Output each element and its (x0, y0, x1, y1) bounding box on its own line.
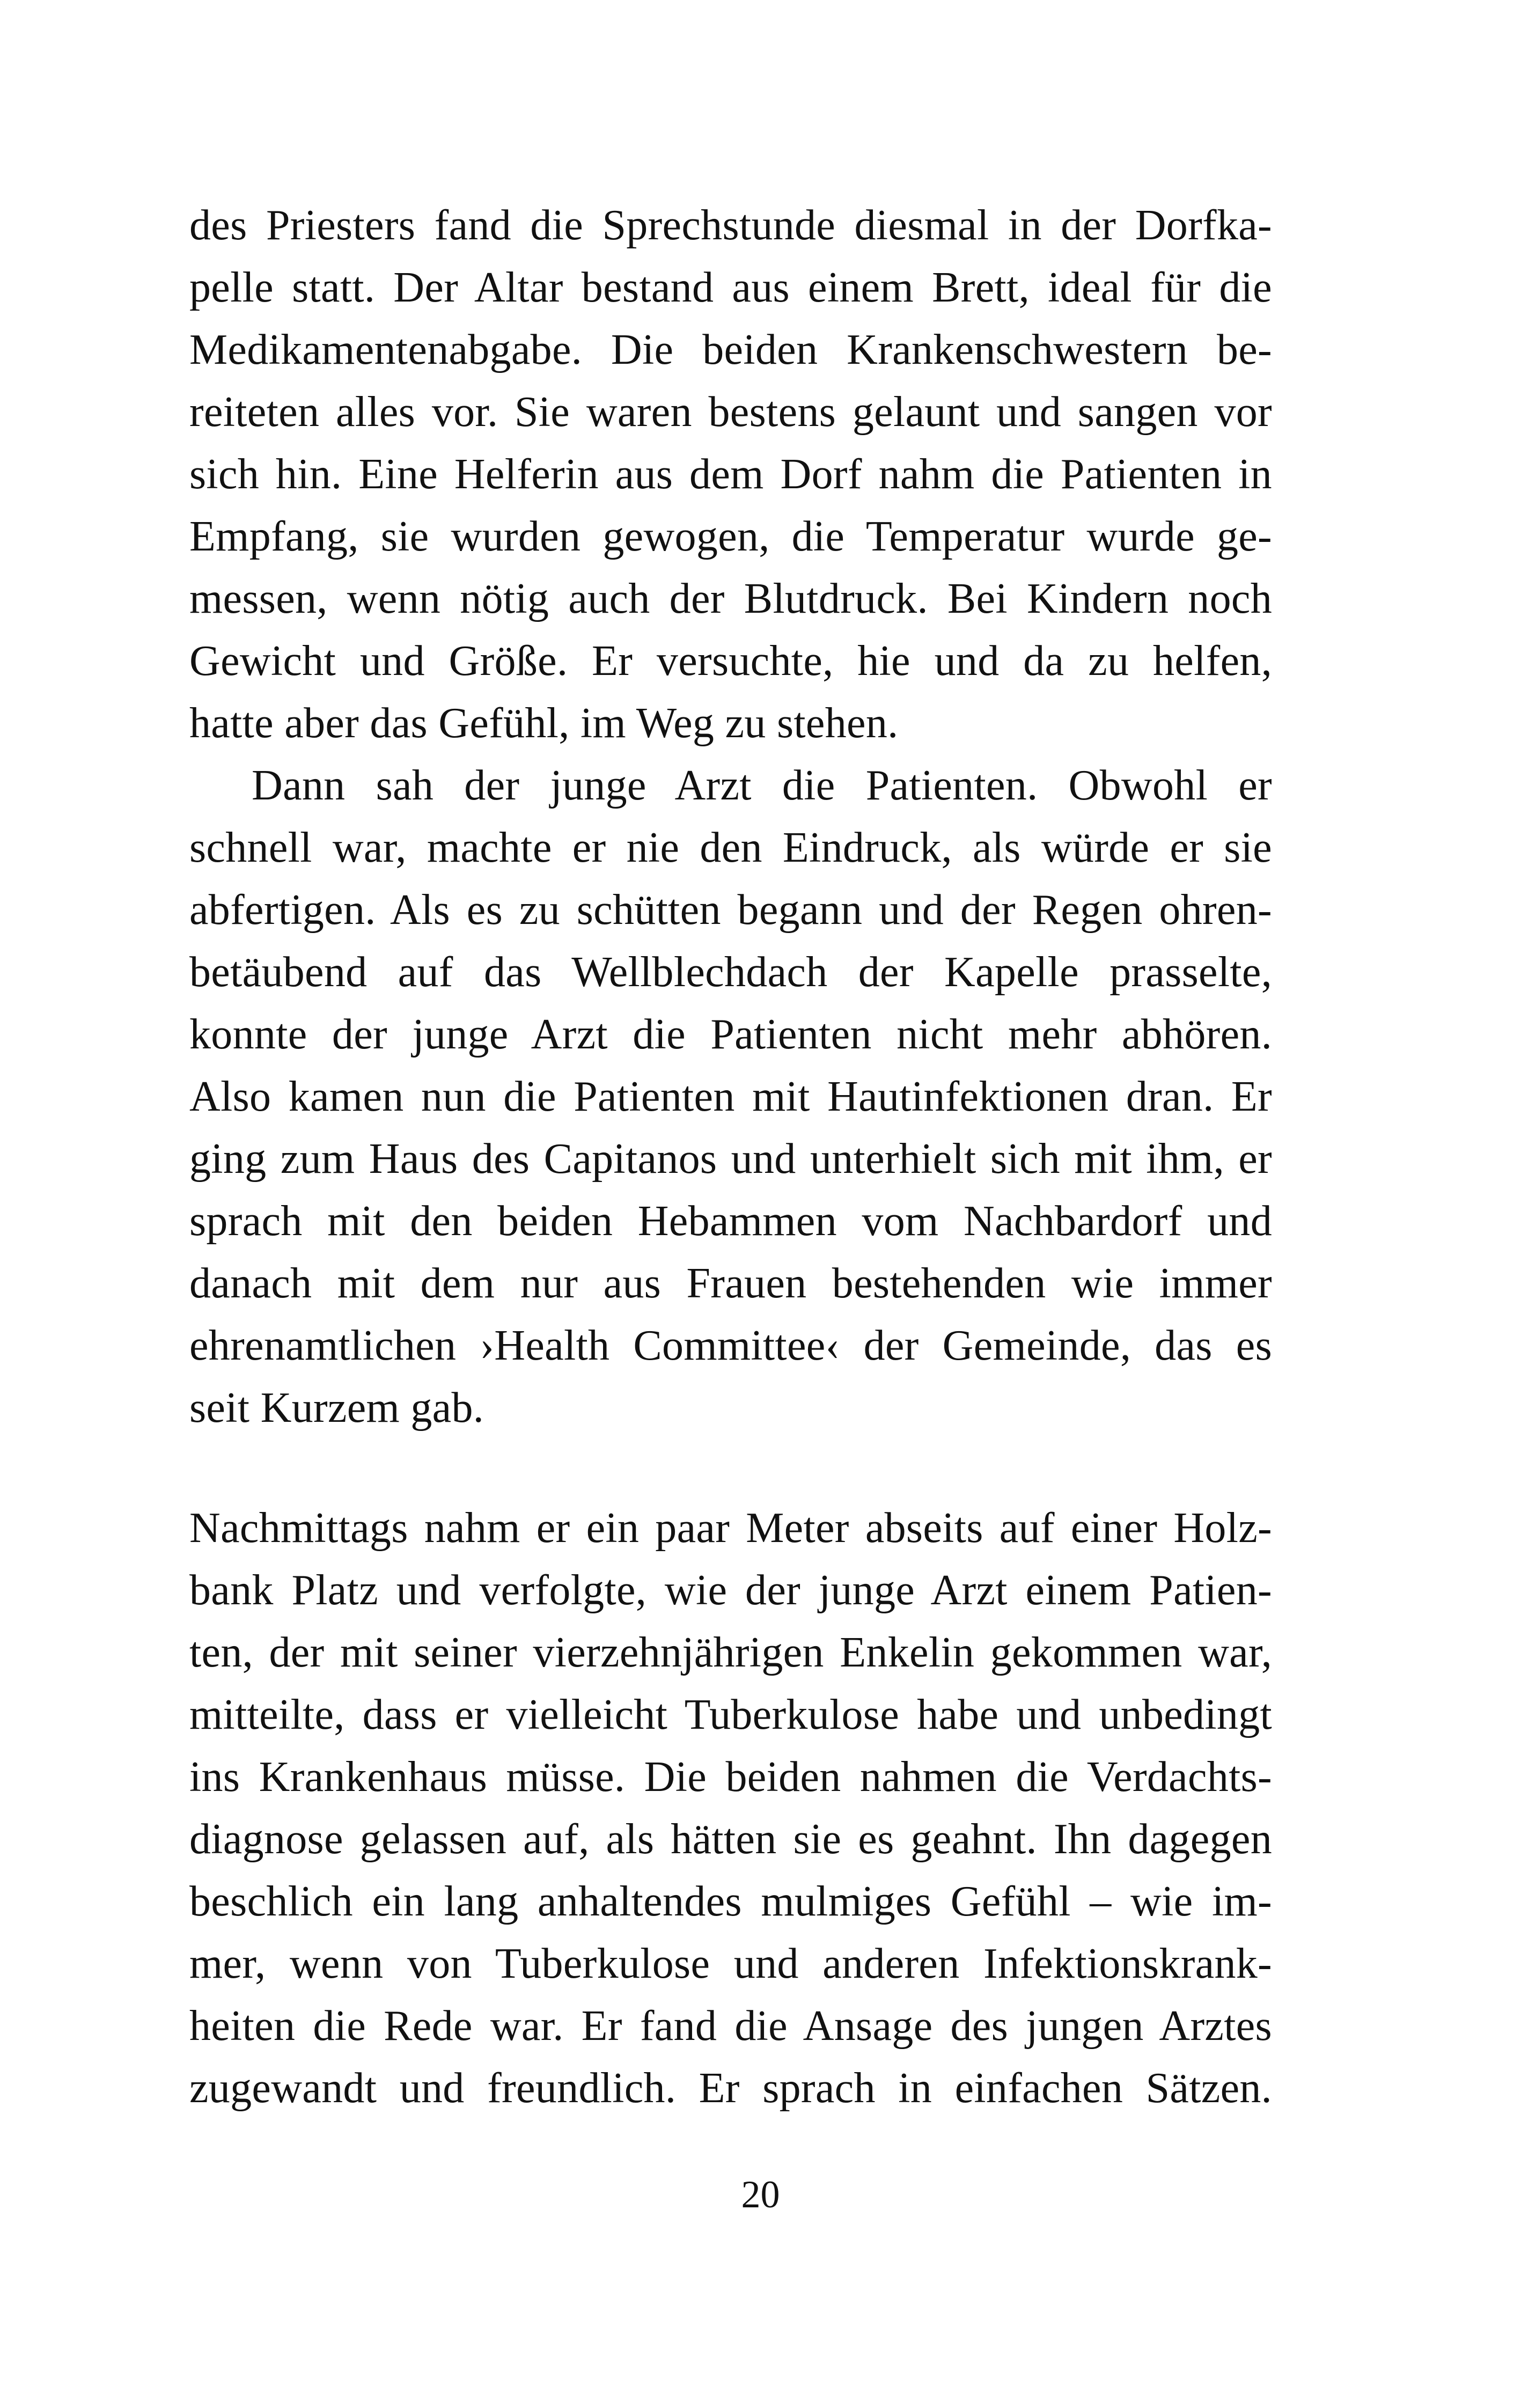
text-line: Gewicht und Größe. Er versuchte, hie und da zu helfen, (189, 637, 1272, 685)
text-line: reiteten alles vor. Sie waren bestens gelaunt und sangen vor (189, 388, 1272, 436)
page-number: 20 (741, 2173, 780, 2216)
text-line: danach mit dem nur aus Frauen bestehenden wie immer (189, 1260, 1272, 1307)
text-line: Empfang, sie wurden gewogen, die Temperatur wurde ge- (189, 513, 1272, 560)
text-line: diagnose gelassen auf, als hätten sie es geahnt. Ihn dagegen (189, 1816, 1272, 1863)
text-line: konnte der junge Arzt die Patienten nicht mehr abhören. (189, 1011, 1272, 1058)
text-line: sich hin. Eine Helferin aus dem Dorf nahm die Patienten in (189, 451, 1272, 498)
text-line: betäubend auf das Wellblechdach der Kapelle prasselte, (189, 949, 1272, 996)
text-line: des Priesters fand die Sprechstunde diesmal in der Dorfka- (189, 202, 1272, 249)
text-line: sprach mit den beiden Hebammen vom Nachbardorf und (189, 1198, 1272, 1245)
text-line: beschlich ein lang anhaltendes mulmiges Gefühl – wie im- (189, 1878, 1272, 1925)
text-block-upper (189, 194, 1272, 1439)
text-line: mer, wenn von Tuberkulose und anderen Infektionskrank- (189, 1940, 1272, 1987)
text-line: ging zum Haus des Capitanos und unterhielt sich mit ihm, er (189, 1135, 1272, 1183)
text-line: zugewandt und freundlich. Er sprach in einfachen Sätzen. (189, 2065, 1272, 2112)
text-line: ehrenamtlichen ›Health Committee‹ der Gemeinde, das es (189, 1322, 1272, 1369)
text-line: ten, der mit seiner vierzehnjährigen Enkelin gekommen war, (189, 1629, 1272, 1676)
text-line: hatte aber das Gefühl, im Weg zu stehen. (189, 700, 899, 747)
text-line: seit Kurzem gab. (189, 1384, 484, 1431)
text-line: Also kamen nun die Patienten mit Hautinfektionen dran. Er (189, 1073, 1272, 1120)
text-line: messen, wenn nötig auch der Blutdruck. Bei Kindern noch (189, 575, 1272, 622)
text-line: abfertigen. Als es zu schütten begann und der Regen ohren- (189, 886, 1272, 934)
text-line: Dann sah der junge Arzt die Patienten. Obwohl er (252, 762, 1272, 809)
text-line: bank Platz und verfolgte, wie der junge Arzt einem Patien- (189, 1567, 1272, 1614)
text-block-lower (189, 1497, 1272, 2119)
text-line: pelle statt. Der Altar bestand aus einem Brett, ideal für die (189, 264, 1272, 311)
text-line: Nachmittags nahm er ein paar Meter abseits auf einer Holz- (189, 1504, 1272, 1552)
text-line: mitteilte, dass er vielleicht Tuberkulose habe und unbedingt (189, 1691, 1272, 1738)
text-line: ins Krankenhaus müsse. Die beiden nahmen die Verdachts- (189, 1753, 1272, 1801)
text-line: heiten die Rede war. Er fand die Ansage des jungen Arztes (189, 2002, 1272, 2050)
text-line: Medikamentenabgabe. Die beiden Krankenschwestern be- (189, 326, 1272, 373)
text-line: schnell war, machte er nie den Eindruck, als würde er sie (189, 824, 1272, 871)
